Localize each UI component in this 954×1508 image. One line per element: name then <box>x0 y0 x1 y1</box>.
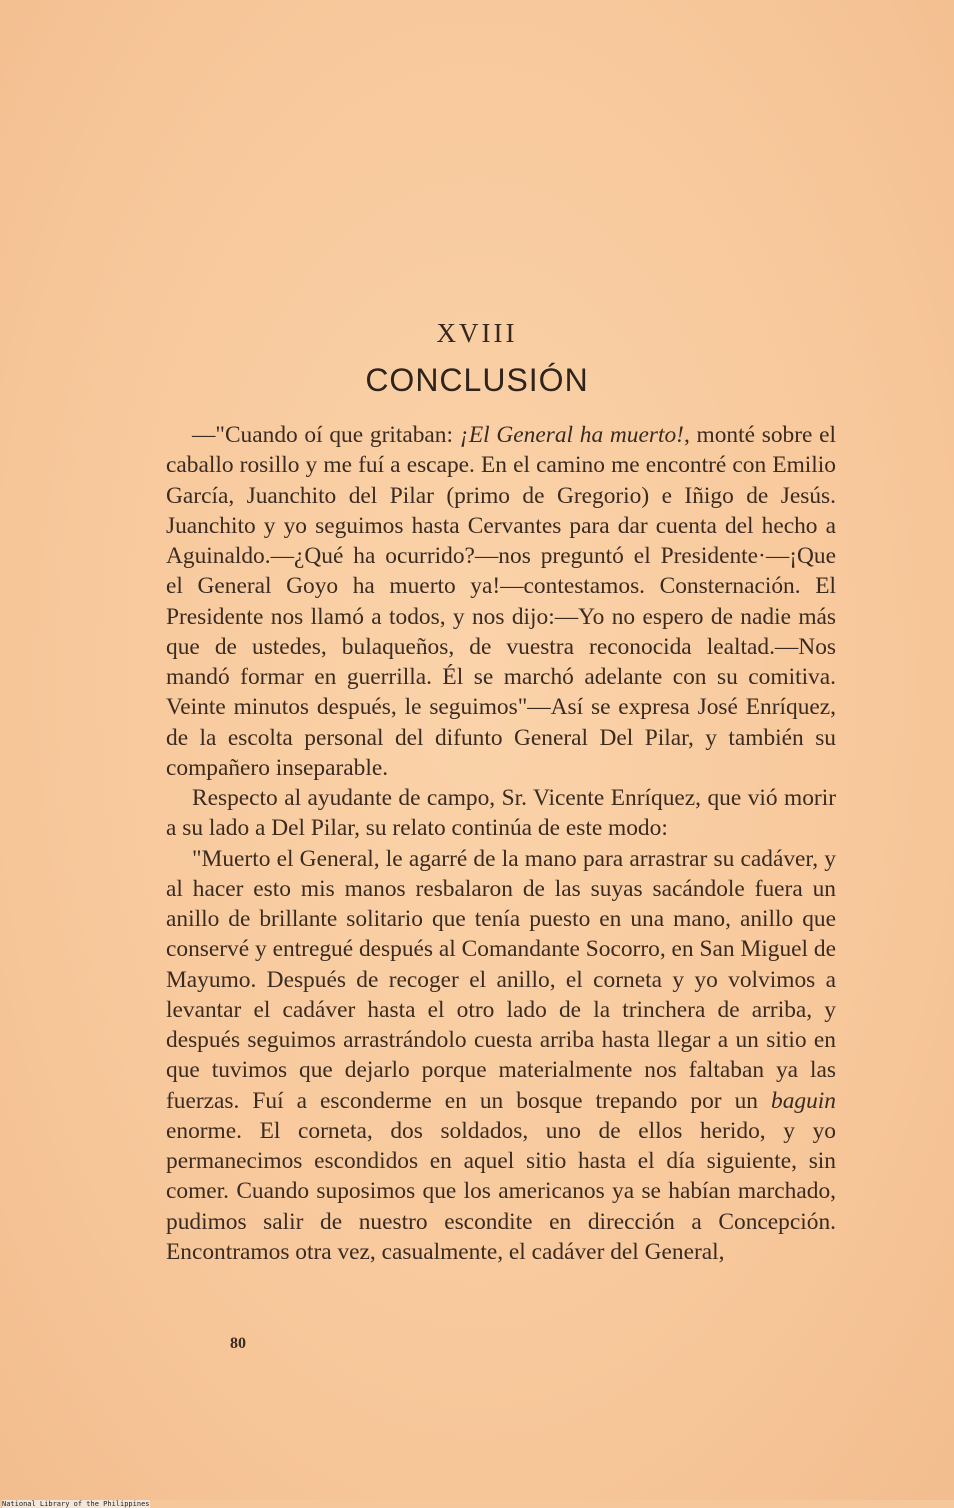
paragraph-3-emphasis: baguin <box>771 1087 836 1114</box>
body-text <box>166 420 836 1267</box>
paragraph-2: Respecto al ayudante de campo, Sr. Vicente Enríquez, que vió morir a su lado a Del Pilar, su relato continúa de este modo: <box>166 785 836 842</box>
paragraph-3-text-a: "Muerto el General, le agarré de la mano para arrastrar su cadáver, y al hacer esto mis manos resbalaron de las suyas sacándole fuera un anillo de brillante solitario que tenía puesto en una mano, anillo que conservé y entregué después al Comandante Socorro, en San Miguel de Mayumo. Después de recoger el anillo, el corneta y yo volvimos a levantar el cadáver hasta el otro lado de la trinchera de arriba, y después seguimos arrastrándolo cuesta arriba hasta llegar a un sitio en que tuvimos que dejarlo porque materialmente nos faltaban ya las fuerzas. Fuí a esconderme en un bosque trepando por un <box>166 845 836 1114</box>
paragraph-3-text-b: enorme. El corneta, dos soldados, uno de ellos herido, y yo permanecimos escondidos en aquel sitio hasta el día siguiente, sin comer. Cuando suposimos que los americanos ya se habían marchado, pudimos salir de nuestro escondite en dirección a Concepción. Encontramos otra vez, casualmente, el cadáver del General, <box>166 1117 836 1265</box>
paragraph-1-text-b: , monté sobre el caballo rosillo y me fuí a escape. En el camino me encontré con Emilio García, Juanchito del Pilar (primo de Gregorio) e Iñigo de Jesús. Juanchito y yo seguimos hasta Cervantes para dar cuenta del hecho a Aguinaldo.—¿Qué ha ocurrido?—nos preguntó el Presidente·—¡Que el General Goyo ha muerto ya!—contestamos. Consternación. El Presidente nos llamó a todos, y nos dijo:—Yo no espero de nadie más que de ustedes, bulaqueños, de vuestra reconocida lealtad.—Nos mandó formar en guerrilla. Él se marchó adelante con su comitiva. Veinte minutos después, le seguimos"—Así se expresa José Enríquez, de la escolta personal del difunto General Del Pilar, y también su compañero inseparable. <box>166 422 836 781</box>
paragraph-1-emphasis: ¡El General ha muerto! <box>459 422 684 448</box>
paragraph-1-text-a: —"Cuando oí que gritaban: <box>192 422 460 448</box>
chapter-title: CONCLUSIÓN <box>365 362 589 398</box>
paragraph-1 <box>166 420 836 783</box>
page-number: 80 <box>230 1335 246 1352</box>
paragraph-3 <box>166 844 836 1268</box>
chapter-number: XVIII <box>436 318 518 348</box>
library-footer: National Library of the Philippines <box>2 1500 150 1508</box>
